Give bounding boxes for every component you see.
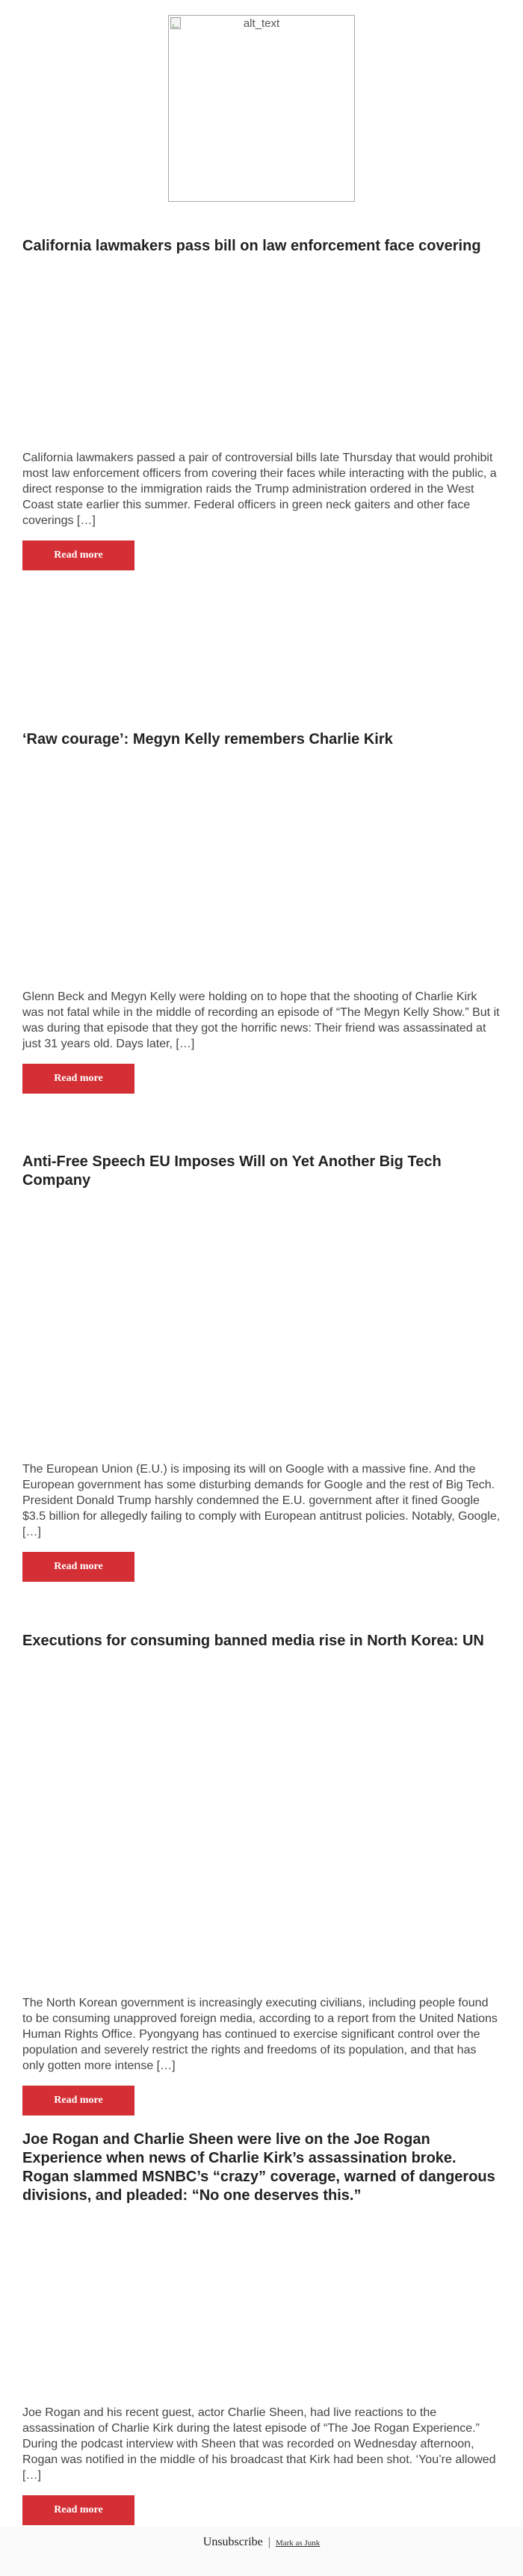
article-1: [22, 237, 501, 570]
article-title[interactable]: ‘Raw courage’: Megyn Kelly remembers Charlie Kirk: [22, 731, 393, 748]
mark-as-junk-link[interactable]: Mark as Junk: [275, 2539, 321, 2548]
article-excerpt: Joe Rogan and his recent guest, actor Charlie Sheen, had live reactions to the assassination of Charlie Kirk during the latest episode of “The Joe Rogan Experience.” During the podcast interview with Sheen that was recorded on Wednesday afternoon, Rogan was notified in the middle of his broadcast that Kirk had been shot. ‘You’re allowed […]: [22, 2406, 496, 2482]
read-more-button[interactable]: Read more: [22, 2086, 134, 2116]
logo-alt-text: alt_text: [243, 17, 280, 30]
article-excerpt: California lawmakers passed a pair of controversial bills late Thursday that would prohibit most law enforcement officers from covering their faces while interacting with the public, a direct response to the immigration raids the Trump administration ordered in the West Coast state earlier this summer. Federal officers in green neck gaiters and other face coverings […]: [22, 452, 497, 527]
article-image-placeholder: [22, 1190, 501, 1461]
header-logo-container: [0, 15, 523, 206]
footer-separator: |: [267, 2536, 270, 2548]
read-more-button[interactable]: Read more: [22, 1552, 134, 1582]
article-title[interactable]: Executions for consuming banned media rise in North Korea: UN: [22, 1633, 484, 1649]
read-more-button[interactable]: Read more: [22, 2495, 134, 2525]
article-image-placeholder: [22, 1651, 501, 1995]
article-image-placeholder: [22, 749, 501, 989]
article-5: [22, 2130, 501, 2525]
article-image-placeholder: [22, 2205, 501, 2405]
article-2: [22, 730, 501, 1094]
article-4: [22, 1632, 501, 2116]
broken-logo-image: [168, 15, 355, 202]
article-title[interactable]: Anti-Free Speech EU Imposes Will on Yet Another Big Tech Company: [22, 1153, 442, 1189]
article-excerpt: Glenn Beck and Megyn Kelly were holding on to hope that the shooting of Charlie Kirk was not fatal while in the middle of recording an episode of “The Megyn Kelly Show.” But it was during that episode that they got the horrific news: Their friend was assassinated at just 31 years old. Days later, […]: [22, 990, 500, 1050]
article-title[interactable]: California lawmakers pass bill on law enforcement face covering: [22, 238, 481, 254]
article-excerpt: The North Korean government is increasingly executing civilians, including people found to be consuming unapproved foreign media, according to a report from the United Nations Human Rights Office. Pyongyang has continued to exercise significant control over the population and severely restrict the rights and freedoms of its population, and that has only gotten more intense […]: [22, 1997, 498, 2072]
read-more-button[interactable]: Read more: [22, 540, 134, 570]
unsubscribe-link[interactable]: Unsubscribe: [202, 2536, 263, 2548]
article-title[interactable]: Joe Rogan and Charlie Sheen were live on the Joe Rogan Experience when news of Charlie Kirk’s assassination broke. Rogan slammed MSNBC’s “crazy” coverage, warned of dangerous divisions, and pleaded: “No one deserves this.”: [22, 2131, 495, 2204]
article-image-placeholder: [22, 256, 501, 450]
read-more-button[interactable]: Read more: [22, 1064, 134, 1094]
email-footer: [0, 2527, 523, 2576]
article-excerpt: The European Union (E.U.) is imposing its will on Google with a massive fine. And the European government has some disturbing demands for Google and the rest of Big Tech. President Donald Trump harshly condemned the E.U. government after it fined Google $3.5 billion for allegedly failing to comply with European antitrust policies. Notably, Google, […]: [22, 1463, 501, 1538]
article-3: [22, 1153, 501, 1582]
